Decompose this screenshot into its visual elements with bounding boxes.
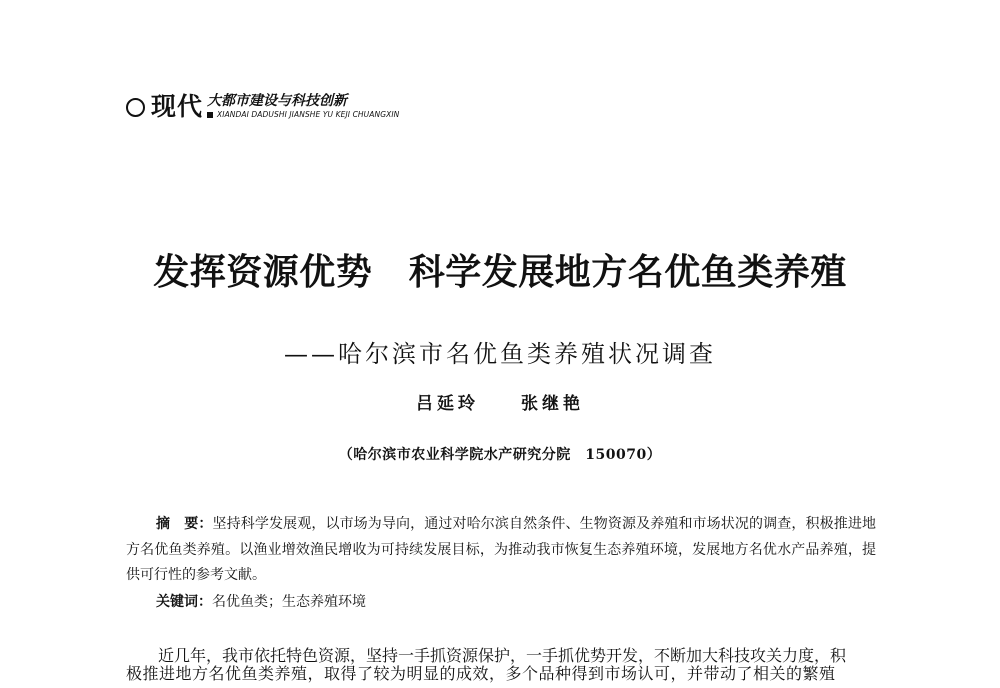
journal-titles xyxy=(207,93,399,122)
circle-logo-icon xyxy=(126,98,145,117)
journal-title-en-row xyxy=(207,110,399,119)
keywords-label: 关键词： xyxy=(156,594,212,610)
abstract-text: 坚持科学发展观，以市场为导向，通过对哈尔滨自然条件、生物资源及养殖和市场状况的调查，积极推进地方名优鱼类养殖。以渔业增效渔民增收为可持续发展目标，为推动我市恢复生态养殖环境，发展地方名优水产品养殖，提供可行性的参考文献。 xyxy=(126,516,877,583)
journal-title-cn: 大都市建设与科技创新 xyxy=(207,93,348,109)
keywords-text: 名优鱼类；生态养殖环境 xyxy=(212,594,366,610)
body-paragraph: 近几年，我市依托特色资源，坚持一手抓资源保护，一手抓优势开发，不断加大科技攻关力度，积 xyxy=(158,646,847,665)
body-paragraph-continued-text: 极推进地方名优鱼类养殖，取得了较为明显的成效，多个品种得到市场认可，并带动了相关的繁殖 xyxy=(126,664,836,683)
article-authors: 吕延玲 张继艳 xyxy=(416,394,584,414)
abstract-label: 摘 要： xyxy=(156,516,213,532)
journal-header xyxy=(126,86,399,122)
article-subtitle: ——哈尔滨市名优鱼类养殖状况调查 xyxy=(284,340,716,368)
abstract xyxy=(126,512,876,589)
article-affiliation: （哈尔滨市农业科学院水产研究分院 150070） xyxy=(338,447,662,463)
keywords xyxy=(156,590,366,615)
body-paragraph-continued xyxy=(126,664,876,683)
article-title: 发挥资源优势 科学发展地方名优鱼类养殖 xyxy=(153,251,847,293)
journal-brand: 现代 xyxy=(151,92,204,121)
square-bullet-icon xyxy=(207,112,213,118)
journal-title-en: XIANDAI DADUSHI JIANSHE YU KEJI CHUANGXIN xyxy=(217,110,400,119)
